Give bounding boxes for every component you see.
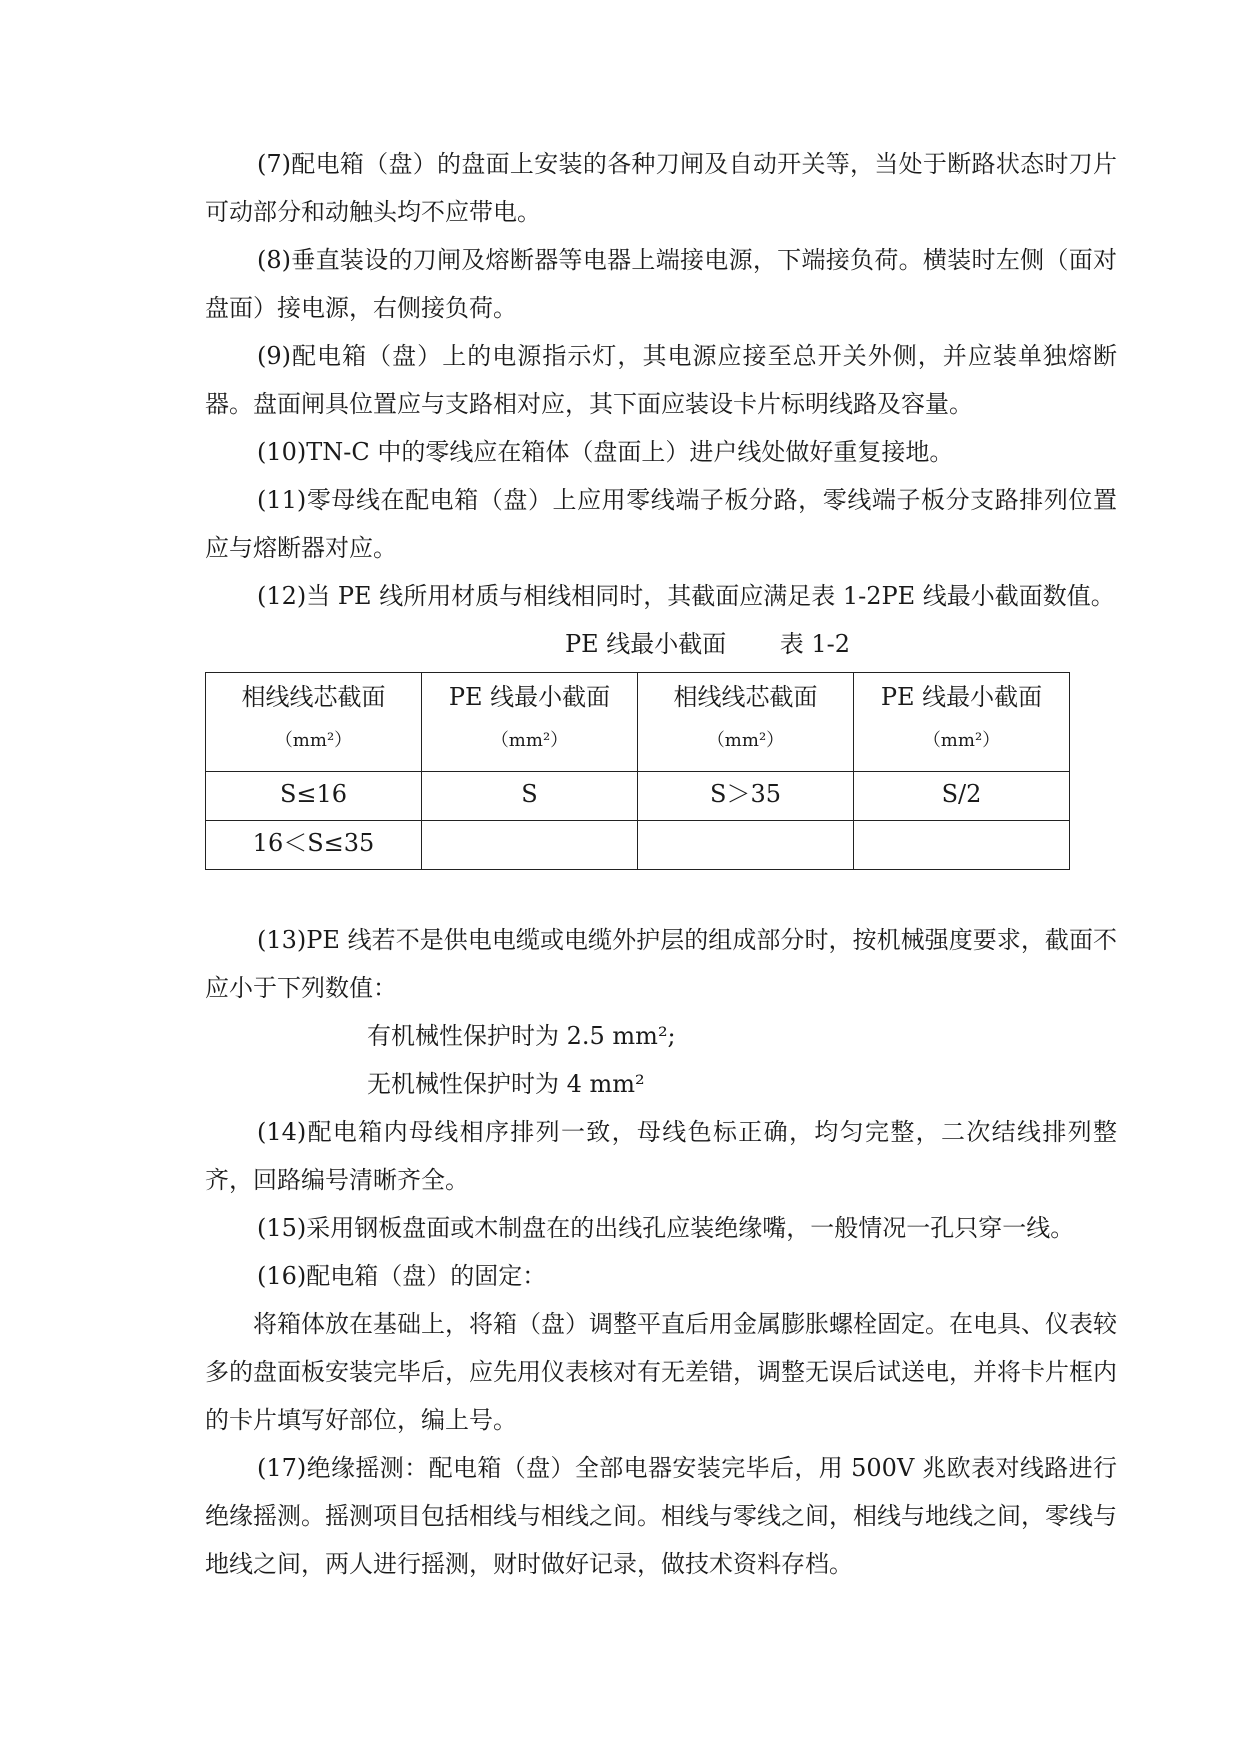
- spacer: [205, 870, 1117, 916]
- paragraph-13: (13)PE 线若不是供电电缆或电缆外护层的组成部分时，按机械强度要求，截面不应小于下列数值：: [205, 926, 1117, 1002]
- paragraph-15: (15)采用钢板盘面或木制盘在的出线孔应装绝缘嘴，一般情况一孔只穿一线。: [257, 1214, 1075, 1242]
- header-unit: （mm²）: [490, 730, 569, 751]
- document-page: [205, 140, 1117, 1588]
- paragraph-10: (10)TN-C 中的零线应在箱体（盘面上）进户线处做好重复接地。: [257, 438, 954, 466]
- table-cell: S＞35: [638, 772, 854, 821]
- table-header-cell: [854, 673, 1070, 772]
- header-unit: （mm²）: [274, 730, 353, 751]
- header-unit: （mm²）: [922, 730, 1001, 751]
- table-row: [206, 821, 1070, 870]
- paragraph-11: (11)零母线在配电箱（盘）上应用零线端子板分路，零线端子板分支路排列位置应与熔断器对应。: [205, 486, 1117, 562]
- header-title: 相线线芯截面: [241, 683, 386, 711]
- table-cell: S≤16: [206, 772, 422, 821]
- list-item: 无机械性保护时为 4 mm²: [367, 1070, 645, 1098]
- table-header-row: [206, 673, 1070, 772]
- table-cell: S: [422, 772, 638, 821]
- paragraph-9: (9)配电箱（盘）上的电源指示灯，其电源应接至总开关外侧，并应装单独熔断器。盘面闸具位置应与支路相对应，其下面应装设卡片标明线路及容量。: [205, 342, 1117, 418]
- pe-min-section-table: [205, 672, 1070, 870]
- table-caption: PE 线最小截面 表 1-2: [565, 630, 850, 658]
- paragraph-7: (7)配电箱（盘）的盘面上安装的各种刀闸及自动开关等，当处于断路状态时刀片可动部分和动触头均不应带电。: [205, 150, 1117, 226]
- table-header-cell: [206, 673, 422, 772]
- paragraph-8: (8)垂直装设的刀闸及熔断器等电器上端接电源，下端接负荷。横装时左侧（面对盘面）接电源，右侧接负荷。: [205, 246, 1117, 322]
- paragraph-16-body: 将箱体放在基础上，将箱（盘）调整平直后用金属膨胀螺栓固定。在电具、仪表较多的盘面板安装完毕后，应先用仪表核对有无差错，调整无误后试送电，并将卡片框内的卡片填写好部位，编上号。: [205, 1310, 1117, 1434]
- header-title: PE 线最小截面: [880, 683, 1043, 711]
- paragraph-17: (17)绝缘摇测：配电箱（盘）全部电器安装完毕后，用 500V 兆欧表对线路进行绝缘摇测。摇测项目包括相线与相线之间。相线与零线之间，相线与地线之间，零线与地线之间，两人进行摇测，财时做好记录，做技术资料存档。: [205, 1454, 1117, 1578]
- table-row: [206, 772, 1070, 821]
- header-unit: （mm²）: [706, 730, 785, 751]
- table-header-cell: [638, 673, 854, 772]
- header-title: PE 线最小截面: [448, 683, 611, 711]
- table-cell: S/2: [854, 772, 1070, 821]
- table-cell: [422, 821, 638, 870]
- paragraph-12: (12)当 PE 线所用材质与相线相同时，其截面应满足表 1-2PE 线最小截面数值。: [257, 582, 1115, 610]
- table-cell: 16＜S≤35: [206, 821, 422, 870]
- table-cell: [854, 821, 1070, 870]
- list-item: 有机械性保护时为 2.5 mm²;: [367, 1022, 676, 1050]
- table-cell: [638, 821, 854, 870]
- paragraph-16: (16)配电箱（盘）的固定：: [257, 1262, 547, 1290]
- header-title: 相线线芯截面: [673, 683, 818, 711]
- paragraph-14: (14)配电箱内母线相序排列一致，母线色标正确，均匀完整，二次结线排列整齐，回路编号清晰齐全。: [205, 1118, 1117, 1194]
- table-header-cell: [422, 673, 638, 772]
